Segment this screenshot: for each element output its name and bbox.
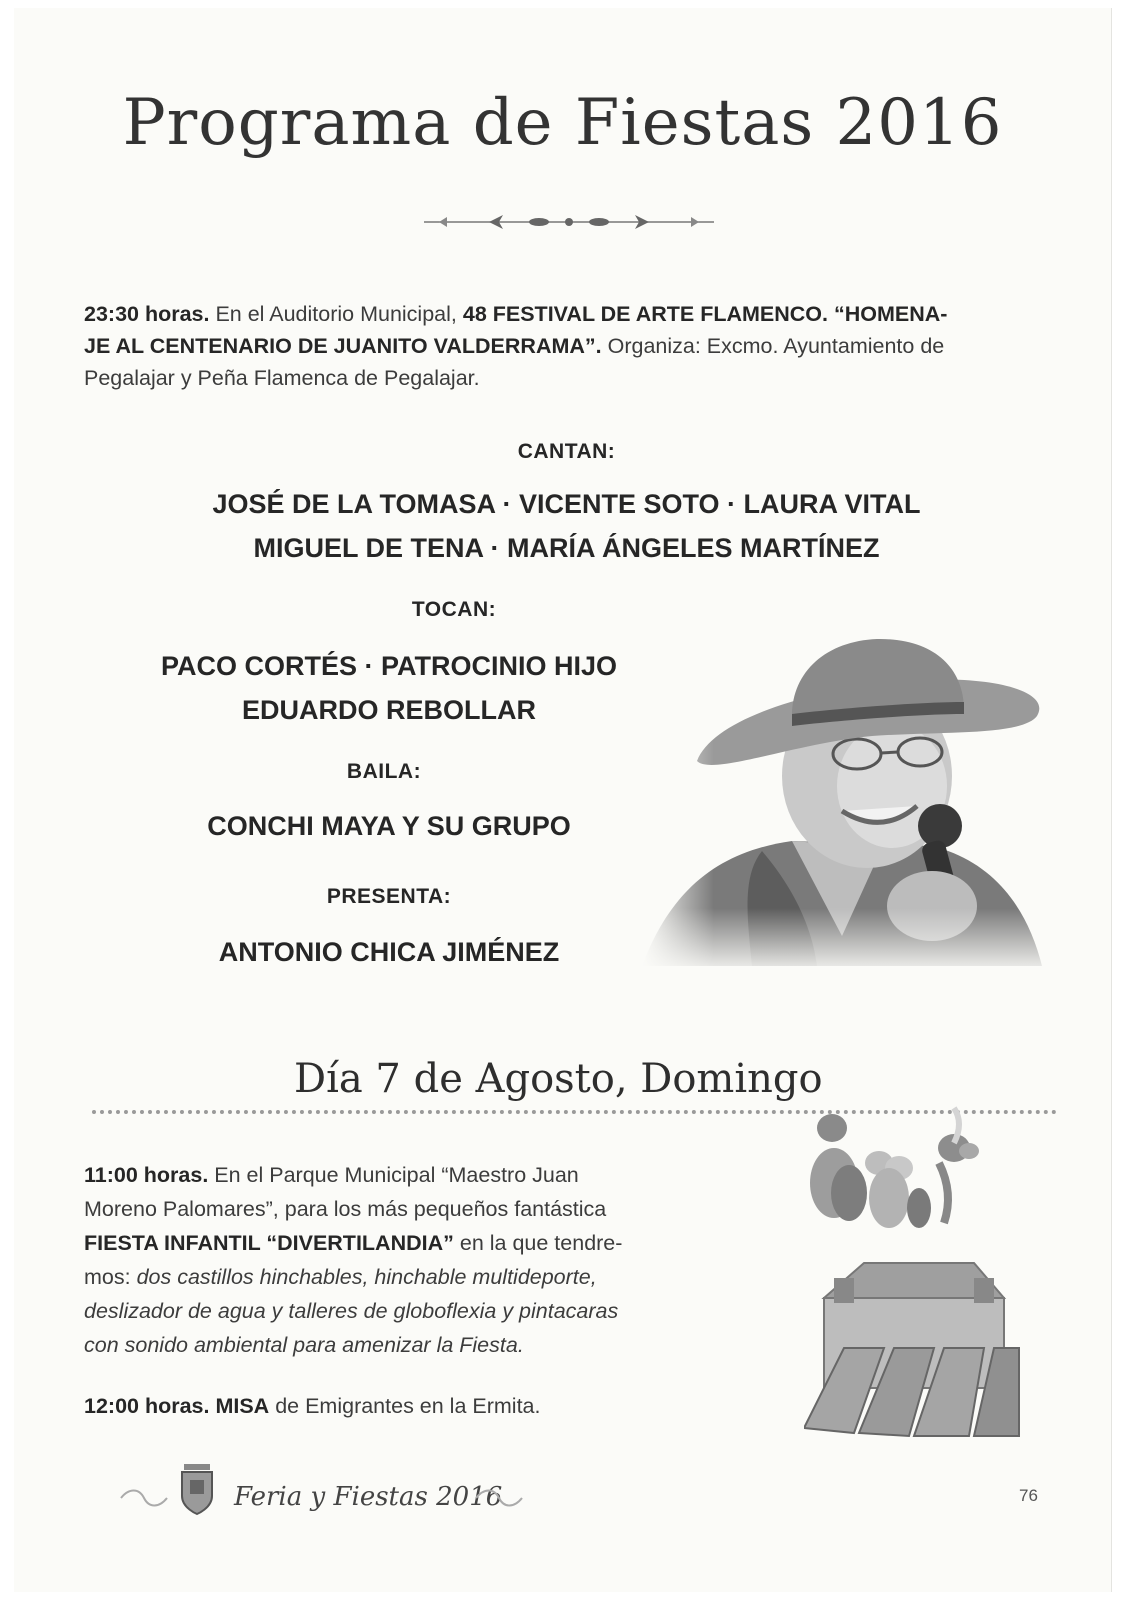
event-2-time: 11:00 horas.: [84, 1163, 209, 1187]
event-1-festival: 48 FESTIVAL DE ARTE FLAMENCO. “HOMENA-: [462, 302, 948, 326]
event-1-organizer-cont: Pegalajar y Peña Flamenca de Pegalajar.: [84, 366, 480, 390]
cantan-line-1: JOSÉ DE LA TOMASA · VICENTE SOTO · LAURA VITAL: [212, 489, 921, 519]
event-1-organizer: Organiza: Excmo. Ayuntamiento de: [601, 334, 945, 358]
program-page: [14, 8, 1112, 1592]
event-1-text: [84, 298, 1059, 394]
singer-with-hat-photo: [642, 636, 1042, 976]
event-1-location: En el Auditorio Municipal,: [209, 302, 463, 326]
event-1-time: 23:30 horas.: [84, 302, 210, 326]
baila-names: CONCHI MAYA Y SU GRUPO: [207, 811, 571, 841]
event-2-line-1: En el Parque Municipal “Maestro Juan: [208, 1163, 579, 1187]
page-title: Programa de Fiestas 2016: [122, 86, 1003, 160]
event-2-line-6: con sonido ambiental para amenizar la Fiesta.: [84, 1333, 524, 1357]
footer-title: Feria y Fiestas 2016: [234, 1482, 503, 1512]
event-1-homage: JE AL CENTENARIO DE JUANITO VALDERRAMA”.: [84, 334, 602, 358]
event-2-line-5: deslizador de agua y talleres de globoflexia y pintacaras: [84, 1299, 619, 1323]
page-number: 76: [1019, 1486, 1038, 1505]
presenta-names: ANTONIO CHICA JIMÉNEZ: [218, 937, 560, 967]
event-2-line-4a: mos:: [84, 1265, 137, 1289]
tocan-line-2: EDUARDO REBOLLAR: [242, 695, 536, 725]
day-heading: Día 7 de Agosto, Domingo: [294, 1056, 823, 1102]
cantan-names: [14, 482, 1112, 570]
right-flourish-icon: [474, 1486, 524, 1510]
tocan-line-1: PACO CORTÉS · PATROCINIO HIJO: [160, 651, 618, 681]
tocan-label: TOCAN:: [411, 598, 497, 621]
inflatable-castle-photo: [804, 1258, 1024, 1438]
event-2-text: [84, 1158, 704, 1362]
presenta-label: PRESENTA:: [326, 885, 452, 908]
baila-label: BAILA:: [346, 760, 422, 783]
event-2-fiesta-name: FIESTA INFANTIL “DIVERTILANDIA”: [84, 1231, 454, 1255]
municipal-crest: [176, 1460, 218, 1516]
event-3-misa: MISA: [209, 1394, 270, 1418]
event-2-line-3: en la que tendre-: [453, 1231, 623, 1255]
left-flourish-icon: [119, 1486, 169, 1510]
cantan-label: CANTAN:: [517, 440, 616, 463]
event-2-line-4: dos castillos hinchables, hinchable multideporte,: [136, 1265, 597, 1289]
balloon-animals-photo: [804, 1103, 994, 1253]
event-3-time: 12:00 horas.: [84, 1394, 210, 1418]
event-2-line-2: Moreno Palomares”, para los más pequeños fantástica: [84, 1197, 607, 1221]
cantan-line-2: MIGUEL DE TENA · MARÍA ÁNGELES MARTÍNEZ: [253, 533, 880, 563]
ornament-divider: [419, 210, 719, 234]
event-3-text: [84, 1390, 704, 1422]
event-3-rest: de Emigrantes en la Ermita.: [269, 1394, 541, 1418]
